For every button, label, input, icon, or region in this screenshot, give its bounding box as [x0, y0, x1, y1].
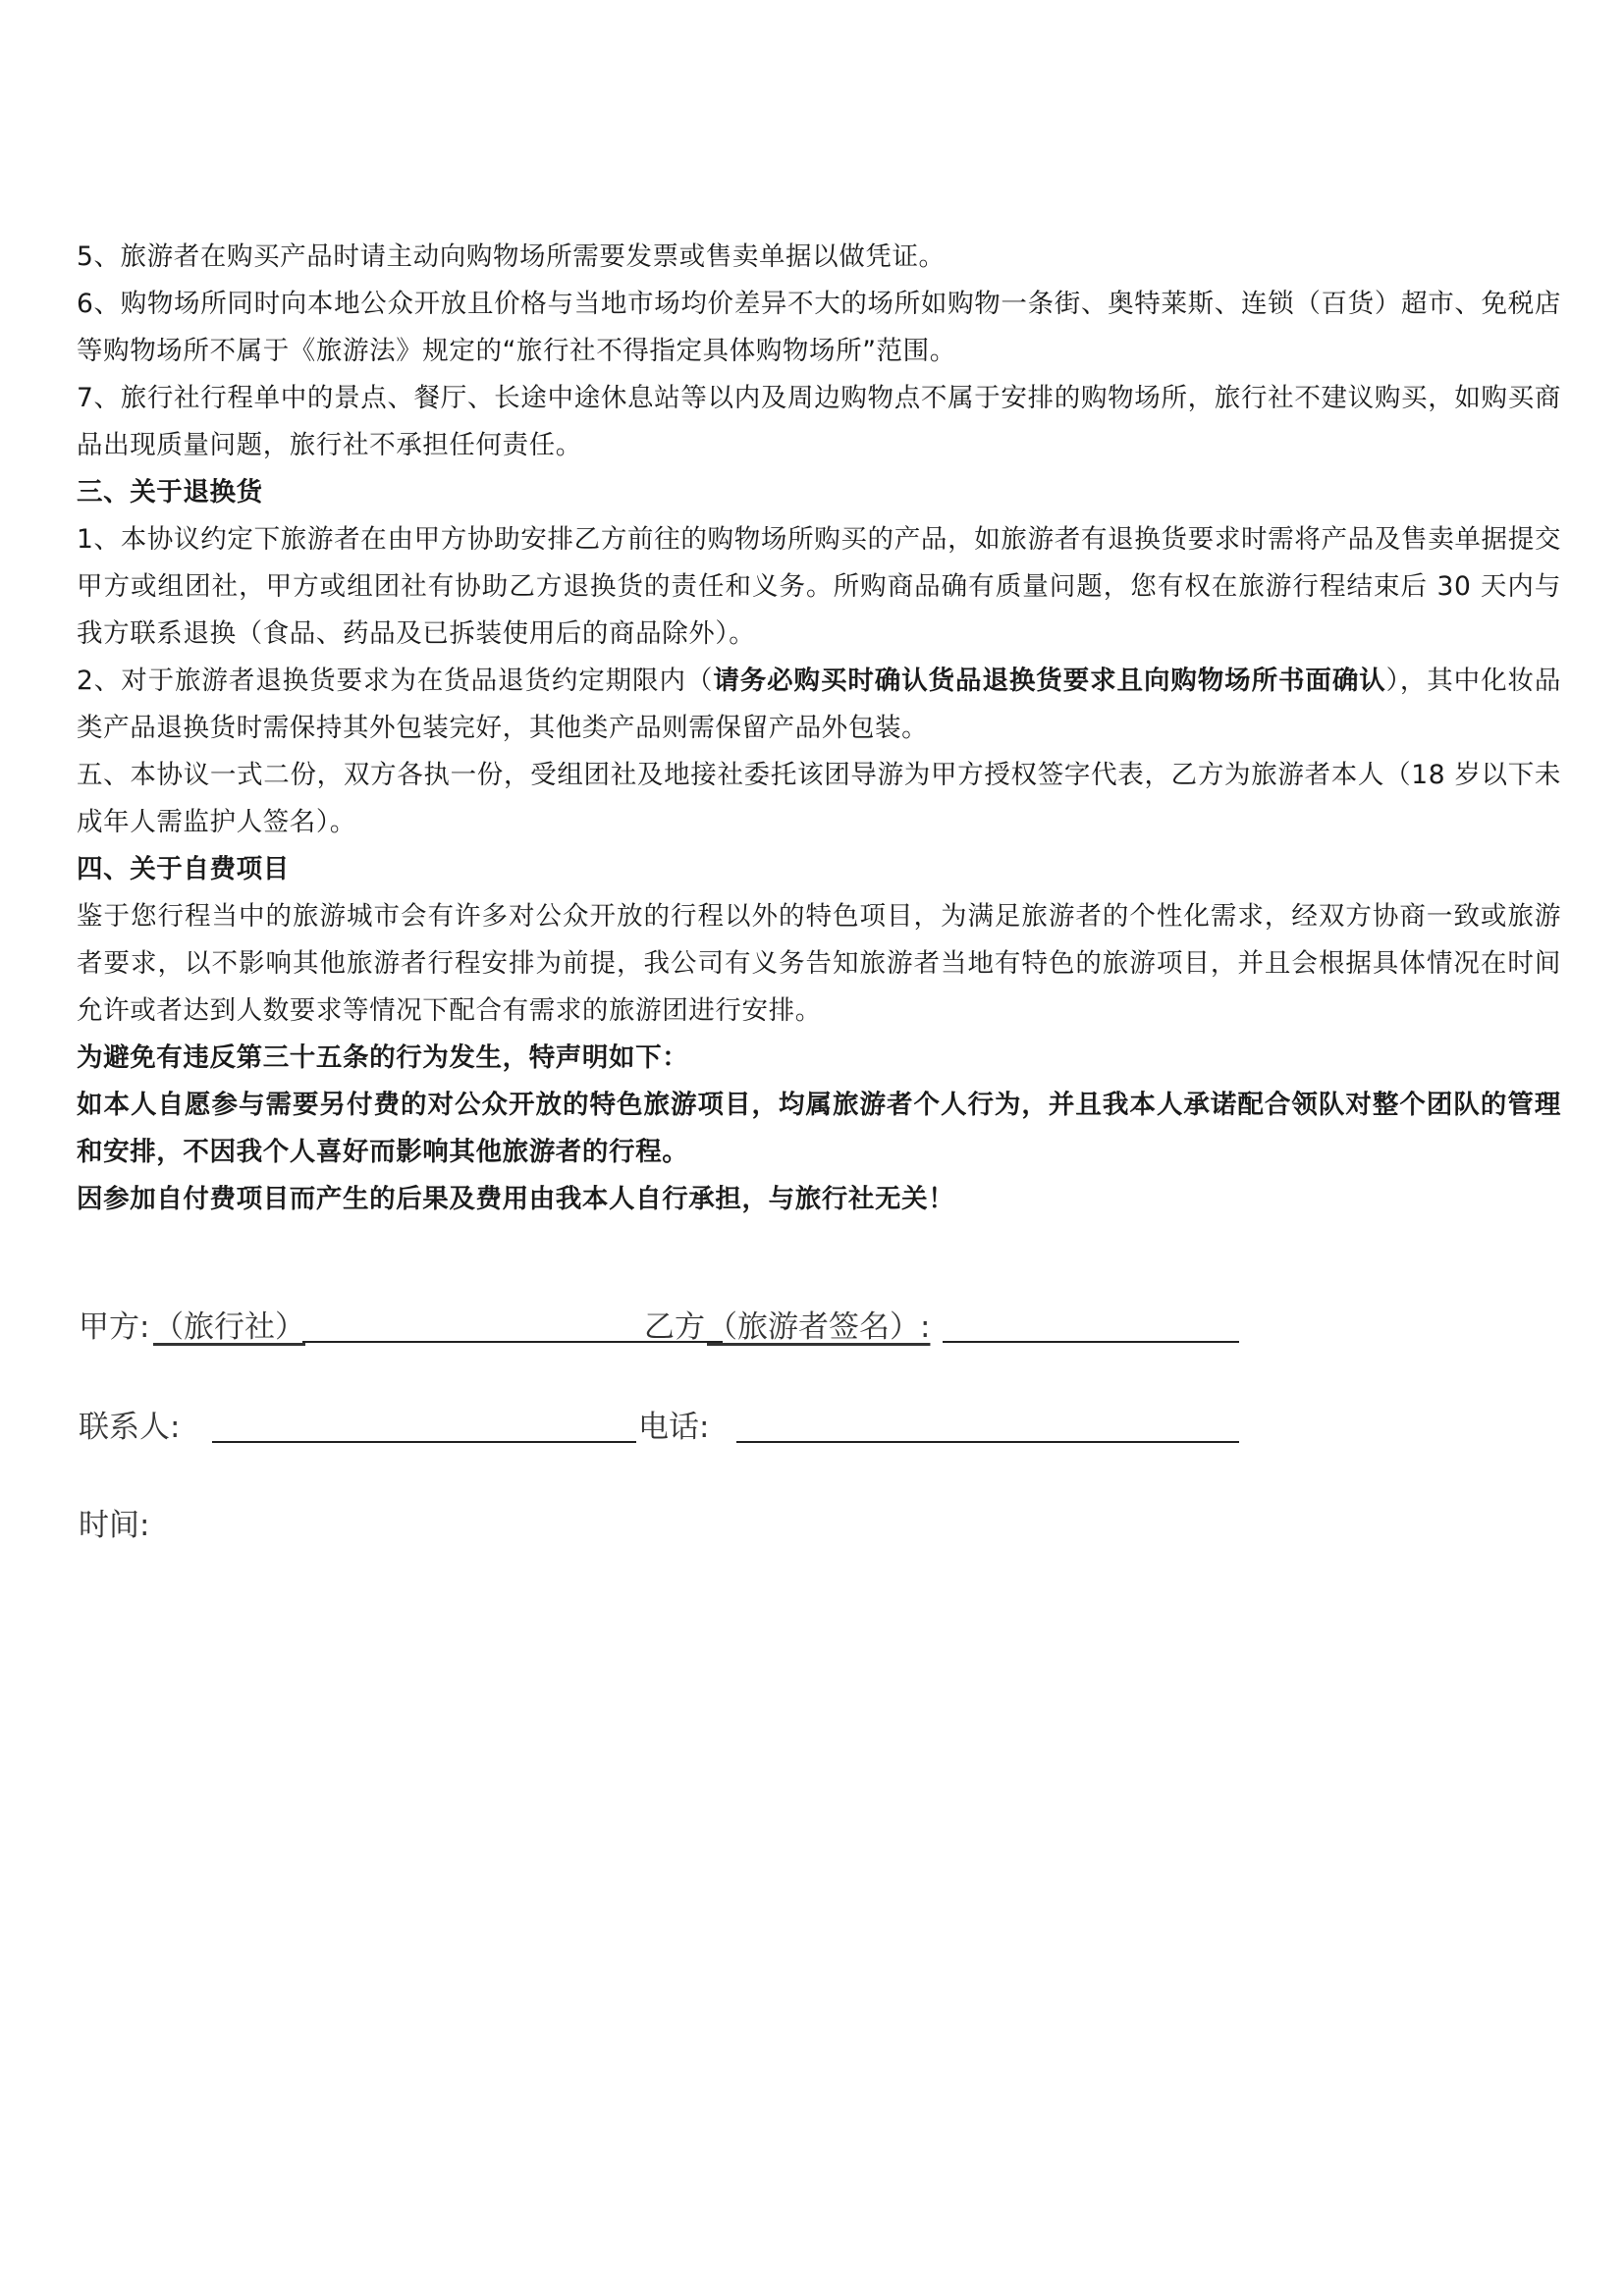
optional-items-text: 鉴于您行程当中的旅游城市会有许多对公众开放的行程以外的特色项目，为满足旅游者的个性化需求，经双方协商一致或旅游者要求，以不影响其他旅游者行程安排为前提，我公司有义务告知旅游者当地有特色的旅游项目，并且会根据具体情况在时间允许或者达到人数要求等情况下配合有需求的旅游团进行安排。: [77, 901, 1561, 1026]
declaration-liability: 因参加自付费项目而产生的后果及费用由我本人自行承担，与旅行社无关！: [77, 1184, 955, 1214]
returns-clause-2: [77, 658, 1561, 752]
clause-6: 6、购物场所同时向本地公众开放且价格与当地市场均价差异不大的场所如购物一条街、奥特莱斯、连锁（百货）超市、免税店等购物场所不属于《旅游法》规定的“旅行社不得指定具体购物场所”范围。: [77, 289, 1561, 366]
party-a-label: 甲方:: [79, 1309, 150, 1345]
returns-clause-1: 1、本协议约定下旅游者在由甲方协助安排乙方前往的购物场所购买的产品，如旅游者有退换货要求时需将产品及售卖单据提交甲方或组团社，甲方或组团社有协助乙方退换货的责任和义务。所购商品确有质量问题，您有权在旅游行程结束后 30 天内与我方联系退换（食品、药品及已拆装使用后的商品除外）。: [77, 524, 1561, 649]
declaration-text: 如本人自愿参与需要另付费的对公众开放的特色旅游项目，均属旅游者个人行为，并且我本人承诺配合领队对整个团队的管理和安排，不因我个人喜好而影响其他旅游者的行程。: [77, 1090, 1561, 1167]
signature-row-parties: [79, 1302, 1257, 1361]
party-b-signature-line[interactable]: [943, 1341, 1239, 1343]
phone-line[interactable]: [736, 1441, 1239, 1443]
contact-line[interactable]: [212, 1441, 636, 1443]
clause-7: 7、旅行社行程单中的景点、餐厅、长途中途休息站等以内及周边购物点不属于安排的购物场所，旅行社不建议购买，如购买商品出现质量问题，旅行社不承担任何责任。: [77, 383, 1561, 460]
contact-label: 联系人:: [79, 1410, 181, 1445]
time-label: 时间:: [79, 1508, 150, 1543]
returns-clause-2-start: 2、对于旅游者退换货要求为在货品退货约定期限内（: [77, 666, 714, 696]
document-body: [77, 234, 1561, 1223]
returns-clause-2-end: ），其中化妆品类产品退换货时需保持其外包装完好，其他类产品则需保留产品外包装。: [77, 666, 1562, 743]
signature-area: [79, 1302, 1257, 1559]
party-b-hint: （旅游者签名）:: [707, 1309, 931, 1345]
section-heading-optional-items: 四、关于自费项目: [77, 854, 290, 884]
clause-five-copies: 五、本协议一式二份，双方各执一份，受组团社及地接社委托该团导游为甲方授权签字代表，乙方为旅游者本人（18 岁以下未成年人需监护人签名）。: [77, 760, 1561, 837]
declaration-intro: 为避免有违反第三十五条的行为发生，特声明如下：: [77, 1042, 689, 1073]
phone-label: 电话:: [638, 1410, 710, 1445]
section-heading-returns: 三、关于退换货: [77, 477, 263, 507]
returns-clause-2-emphasis: 请务必购买时确认货品退换货要求且向购物场所书面确认: [713, 666, 1386, 696]
party-b-label: 乙方: [644, 1309, 705, 1345]
signature-row-time: [79, 1500, 1257, 1559]
signature-row-contact: [79, 1402, 1257, 1461]
party-a-hint: （旅行社）: [153, 1309, 305, 1345]
clause-5: 5、旅游者在购买产品时请主动向购物场所需要发票或售卖单据以做凭证。: [77, 241, 946, 272]
